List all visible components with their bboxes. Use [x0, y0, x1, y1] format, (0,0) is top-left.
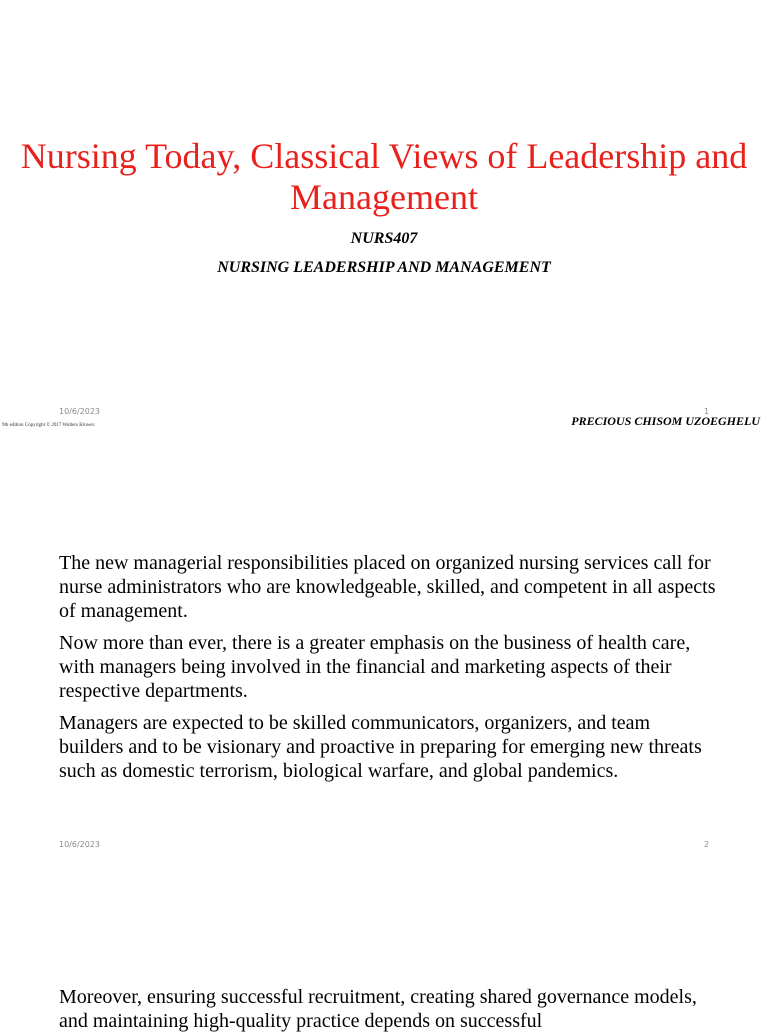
author-name: PRECIOUS CHISOM UZOEGHELU	[571, 414, 760, 428]
slide-1	[0, 0, 768, 436]
paragraph: The new managerial responsibilities placed on organized nursing services call for nurse administrators who are knowledgeable, skilled, and competent in all aspects of management.	[59, 552, 716, 622]
slide-2	[0, 436, 768, 872]
page-number: 2	[704, 840, 710, 849]
course-code: NURS407	[350, 230, 418, 247]
slide-title: Nursing Today, Classical Views of Leadership and Management	[20, 136, 748, 217]
slide-date: 10/6/2023	[59, 840, 101, 849]
copyright-notice: 9th edition Copyright © 2017 Wolters Kluwer.	[2, 423, 96, 428]
page-number: 1	[704, 407, 710, 416]
paragraph: Now more than ever, there is a greater emphasis on the business of health care, with managers being involved in the financial and marketing aspects of their respective departments.	[59, 632, 691, 702]
paragraph: Moreover, ensuring successful recruitment, creating shared governance models, and maintaining high-quality practice depends on successful	[59, 986, 697, 1032]
course-name: NURSING LEADERSHIP AND MANAGEMENT	[217, 259, 551, 276]
slide-date: 10/6/2023	[59, 407, 101, 416]
slide-3	[0, 872, 768, 1032]
paragraph: Managers are expected to be skilled communicators, organizers, and team builders and to be visionary and proactive in preparing for emerging new threats such as domestic terrorism, biological warfare, and global pandemics.	[59, 712, 702, 782]
